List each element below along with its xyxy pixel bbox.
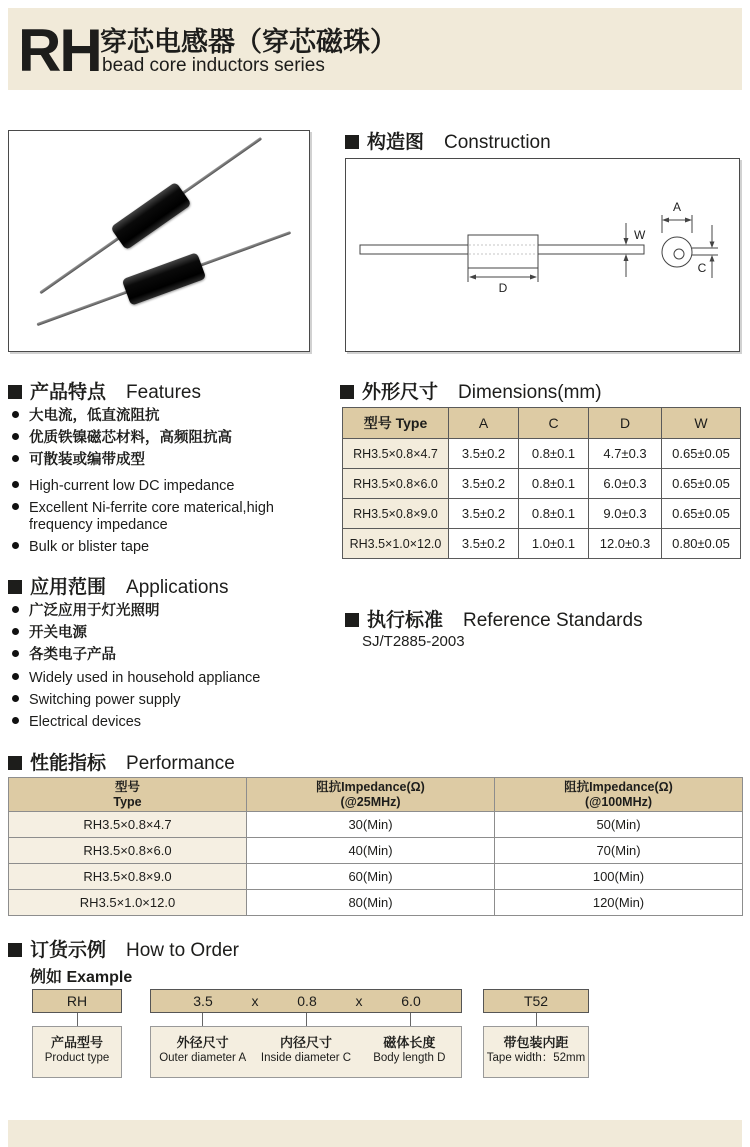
cell: 3.5±0.2 <box>449 439 519 469</box>
column-header: D <box>589 408 662 439</box>
cell: 0.65±0.05 <box>662 439 741 469</box>
bead-body <box>110 182 192 251</box>
list-item: Widely used in household appliance <box>12 670 336 687</box>
page-title-en: bead core inductors series <box>102 55 325 76</box>
table-header-row <box>343 408 741 439</box>
construction-diagram <box>346 159 739 351</box>
section-title-dimensions <box>340 377 602 403</box>
section-title-en: Reference Standards <box>463 610 643 631</box>
label-en: Body length D <box>373 1052 446 1064</box>
cell: 3.5±0.2 <box>449 469 519 499</box>
bead-body <box>122 252 207 306</box>
cell: 3.5±0.2 <box>449 499 519 529</box>
list-item: 开关电源 <box>12 625 336 642</box>
dim-label-d: D <box>498 281 508 295</box>
part-value: 0.8 <box>297 993 317 1009</box>
dimensions-table <box>342 407 741 559</box>
part-value: 6.0 <box>401 993 421 1009</box>
column-header: A <box>449 408 519 439</box>
section-title-en: Applications <box>126 577 229 598</box>
construction-drawing <box>345 158 740 352</box>
cell: 50(Min) <box>495 812 743 838</box>
part-separator: x <box>251 993 259 1009</box>
label-en: Outer diameter A <box>159 1052 247 1064</box>
product-photo <box>8 130 310 352</box>
section-title-cn: 性能指标 <box>30 753 107 774</box>
order-label-part-fields <box>150 1026 462 1078</box>
dim-label-w: W <box>634 228 646 242</box>
section-title-applications <box>8 572 229 598</box>
order-label-inside-diameter <box>254 1035 357 1077</box>
cell-model: RH3.5×1.0×12.0 <box>9 890 247 916</box>
column-header: C <box>519 408 589 439</box>
cell: 100(Min) <box>495 864 743 890</box>
section-title-construction <box>345 127 551 153</box>
order-label-outer-diameter <box>151 1035 254 1077</box>
cell: 70(Min) <box>495 838 743 864</box>
dim-label-c: C <box>697 261 707 275</box>
label-cn: 产品型号 <box>50 1035 103 1050</box>
header-line: Type <box>113 794 142 809</box>
section-title-cn: 应用范围 <box>30 577 107 598</box>
label-en: Tape width：52mm <box>486 1052 586 1064</box>
connector-line <box>77 1013 78 1026</box>
table-row <box>9 838 743 864</box>
page-title-cn: 穿芯电感器（穿芯磁珠） <box>100 27 397 57</box>
cell: 40(Min) <box>247 838 495 864</box>
list-item: 各类电子产品 <box>12 647 336 664</box>
cell: 6.0±0.3 <box>589 469 662 499</box>
standard-value: SJ/T2885-2003 <box>362 633 465 650</box>
header-line: (@100MHz) <box>584 794 653 809</box>
section-marker-icon <box>8 385 22 399</box>
label-cn: 磁体长度 <box>383 1035 436 1050</box>
list-item: 广泛应用于灯光照明 <box>12 603 336 620</box>
list-item: Bulk or blister tape <box>12 539 336 556</box>
cell: 0.65±0.05 <box>662 499 741 529</box>
column-header <box>495 778 743 812</box>
section-marker-icon <box>345 613 359 627</box>
cell: 3.5±0.2 <box>449 529 519 559</box>
table-row <box>343 529 741 559</box>
connector-line <box>410 1013 411 1026</box>
cell: 80(Min) <box>247 890 495 916</box>
list-item: 优质铁镍磁芯材料，高频阻抗高 <box>12 430 336 447</box>
section-marker-icon <box>340 385 354 399</box>
cell-model: RH3.5×0.8×9.0 <box>9 864 247 890</box>
table-row <box>9 812 743 838</box>
header-line: 阻抗Impedance(Ω) <box>316 779 425 794</box>
order-box-part-number <box>150 989 462 1013</box>
cell-model: RH3.5×0.8×4.7 <box>343 439 449 469</box>
section-title-cn: 产品特点 <box>30 382 107 403</box>
cell: 0.65±0.05 <box>662 469 741 499</box>
column-header: W <box>662 408 741 439</box>
section-title-en: Construction <box>444 132 551 153</box>
applications-list-cn <box>12 603 336 669</box>
order-box-tape-code: T52 <box>483 989 589 1013</box>
features-list-en <box>12 478 336 561</box>
label-cn: 外径尺寸 <box>176 1035 229 1050</box>
cell-model: RH3.5×1.0×12.0 <box>343 529 449 559</box>
section-title-standards <box>345 605 643 631</box>
section-title-en: Dimensions(mm) <box>458 382 602 403</box>
column-header: 型号 Type <box>343 408 449 439</box>
cell: 0.8±0.1 <box>519 469 589 499</box>
section-title-cn: 外形尺寸 <box>362 382 439 403</box>
order-label-tape-width <box>483 1026 589 1078</box>
connector-line <box>536 1013 537 1026</box>
performance-table <box>8 777 743 916</box>
cell: 0.8±0.1 <box>519 439 589 469</box>
section-title-features <box>8 377 201 403</box>
series-code: RH <box>18 17 101 84</box>
features-list-cn <box>12 408 336 474</box>
order-label-product-type <box>32 1026 122 1078</box>
cell: 4.7±0.3 <box>589 439 662 469</box>
section-marker-icon <box>345 135 359 149</box>
section-title-cn: 订货示例 <box>30 940 107 961</box>
section-title-en: Performance <box>126 753 235 774</box>
cell-model: RH3.5×0.8×6.0 <box>343 469 449 499</box>
dim-label-a: A <box>672 200 682 214</box>
section-title-cn: 构造图 <box>367 132 425 153</box>
section-marker-icon <box>8 943 22 957</box>
label-en: Inside diameter C <box>260 1052 352 1064</box>
header-banner <box>8 8 742 90</box>
table-row <box>9 890 743 916</box>
label-en: Product type <box>44 1052 110 1064</box>
table-header-row <box>9 778 743 812</box>
list-item: 大电流，低直流阻抗 <box>12 408 336 425</box>
table-row <box>343 469 741 499</box>
section-title-en: How to Order <box>126 940 239 961</box>
cell: 0.80±0.05 <box>662 529 741 559</box>
list-item: Electrical devices <box>12 714 336 731</box>
order-box-product-code: RH <box>32 989 122 1013</box>
table-row <box>9 864 743 890</box>
cell-model: RH3.5×0.8×4.7 <box>9 812 247 838</box>
header-line: (@25MHz) <box>340 794 401 809</box>
applications-list-en <box>12 670 336 736</box>
cell-model: RH3.5×0.8×9.0 <box>343 499 449 529</box>
header-line: 型号 <box>114 779 140 794</box>
order-label-body-length <box>358 1035 461 1077</box>
cell: 120(Min) <box>495 890 743 916</box>
section-marker-icon <box>8 756 22 770</box>
part-separator: x <box>355 993 363 1009</box>
list-item: Excellent Ni-ferrite core materical,high frequency impedance <box>12 500 336 534</box>
cell: 30(Min) <box>247 812 495 838</box>
cell-model: RH3.5×0.8×6.0 <box>9 838 247 864</box>
cell: 9.0±0.3 <box>589 499 662 529</box>
section-title-cn: 执行标准 <box>367 610 444 631</box>
header-line: 阻抗Impedance(Ω) <box>564 779 673 794</box>
label-cn: 内径尺寸 <box>279 1035 332 1050</box>
cell: 1.0±0.1 <box>519 529 589 559</box>
cell: 60(Min) <box>247 864 495 890</box>
section-title-performance <box>8 748 235 774</box>
label-cn: 带包装内距 <box>503 1035 569 1050</box>
list-item: High-current low DC impedance <box>12 478 336 495</box>
footer-strip <box>8 1120 742 1147</box>
table-row <box>343 499 741 529</box>
list-item: Switching power supply <box>12 692 336 709</box>
connector-line <box>202 1013 203 1026</box>
list-item: 可散装或编带成型 <box>12 452 336 469</box>
table-row <box>343 439 741 469</box>
cell: 0.8±0.1 <box>519 499 589 529</box>
cell: 12.0±0.3 <box>589 529 662 559</box>
section-title-en: Features <box>126 382 201 403</box>
column-header <box>9 778 247 812</box>
example-label: 例如 Example <box>30 969 133 986</box>
column-header <box>247 778 495 812</box>
section-marker-icon <box>8 580 22 594</box>
connector-line <box>306 1013 307 1026</box>
section-title-order <box>8 935 239 961</box>
part-value: 3.5 <box>193 993 213 1009</box>
